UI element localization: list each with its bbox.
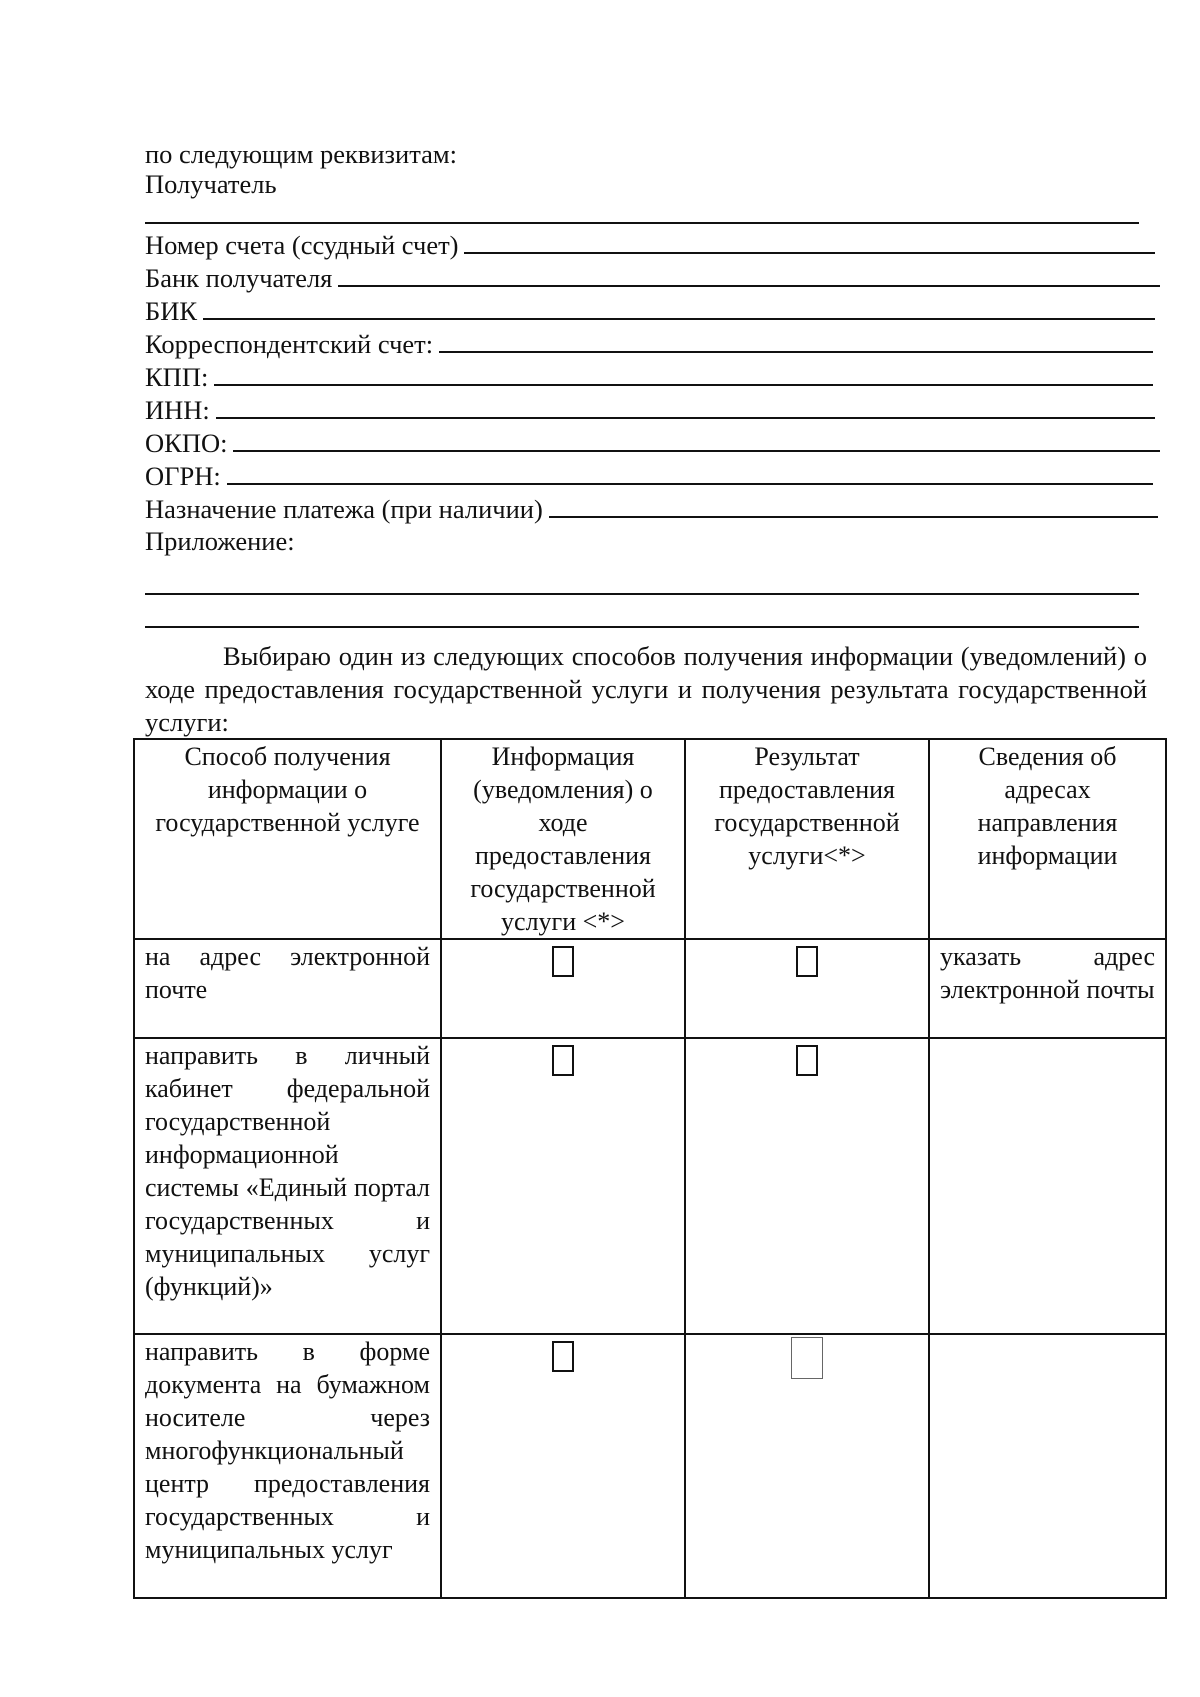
header-method: Способ получения информации о государственной услуге [134,739,441,939]
method-mfc: направить в форме документа на бумажном носителе через многофункциональный центр предоставления государственных и муниципальных услуг [134,1334,441,1598]
attachment-blank-2[interactable] [145,626,1139,628]
table-row [134,1038,1166,1334]
address-mfc[interactable] [929,1334,1166,1598]
table-row [134,1334,1166,1598]
field-ogrn [145,459,1153,492]
table-header-row [134,739,1166,939]
field-kpp [145,360,1153,393]
recipient-label: Получатель [145,169,277,199]
field-blank-inn[interactable] [216,393,1155,419]
recipient-row [145,168,1147,201]
result-cell [685,1334,929,1598]
field-blank-ogrn[interactable] [227,459,1153,485]
intro-text [145,138,1147,171]
field-blank-bik[interactable] [203,294,1155,320]
checkbox-result-email[interactable] [796,946,818,977]
field-purpose [145,492,1158,525]
field-bank [145,261,1160,294]
notification-methods-table [133,738,1167,1599]
field-okpo [145,426,1160,459]
field-blank-account[interactable] [464,228,1155,254]
choice-paragraph [145,640,1147,739]
field-account [145,228,1155,261]
field-bik [145,294,1155,327]
address-word: указать [940,942,1022,971]
field-blank-corr-account[interactable] [439,327,1153,353]
header-info: Информация (уведомления) о ходе предоставления государственной услуги <*> [441,739,685,939]
method-portal: направить в личный кабинет федеральной государственной информационной системы «Единый портал государственных и муниципальных услуг (функций)» [134,1038,441,1334]
address-word: адрес [1093,942,1155,971]
checkbox-result-portal[interactable] [796,1045,818,1076]
attachment-label: Приложение: [145,526,295,556]
address-portal[interactable] [929,1038,1166,1334]
checkbox-info-portal[interactable] [552,1045,574,1076]
field-label: Назначение платежа (при наличии) [145,494,543,524]
address-email [929,939,1166,1038]
table-row [134,939,1166,1038]
header-result: Результат предоставления государственной услуги<*> [685,739,929,939]
field-corr-account [145,327,1153,360]
field-blank-bank[interactable] [338,261,1160,287]
result-cell [685,1038,929,1334]
checkbox-info-mfc[interactable] [552,1341,574,1372]
method-email: на адрес электронной почте [134,939,441,1038]
result-cell [685,939,929,1038]
recipient-blank[interactable] [145,222,1139,224]
choice-paragraph-text: Выбираю один из следующих способов получения информации (уведомлений) о ходе предоставления государственной услуги и получения результата государственной услуги: [145,641,1147,737]
field-label: Номер счета (ссудный счет) [145,230,459,260]
field-label: Банк получателя [145,263,333,293]
field-label: КПП: [145,362,209,392]
field-label: ОГРН: [145,461,221,491]
info-cell [441,939,685,1038]
field-inn [145,393,1155,426]
checkbox-info-email[interactable] [552,946,574,977]
field-label: Корреспондентский счет: [145,329,434,359]
field-blank-okpo[interactable] [233,426,1160,452]
field-blank-kpp[interactable] [214,360,1153,386]
field-blank-purpose[interactable] [549,492,1158,518]
info-cell [441,1334,685,1598]
attachment-blank-1[interactable] [145,593,1139,595]
field-label: ИНН: [145,395,210,425]
attachment-row [145,525,1147,558]
header-address: Сведения об адресах направления информации [929,739,1166,939]
field-label: БИК [145,296,198,326]
address-rest: электронной почты [940,975,1155,1004]
info-cell [441,1038,685,1334]
address-line [940,940,1155,973]
intro-label: по следующим реквизитам: [145,139,457,169]
checkbox-result-mfc[interactable] [791,1337,823,1379]
field-label: ОКПО: [145,428,228,458]
